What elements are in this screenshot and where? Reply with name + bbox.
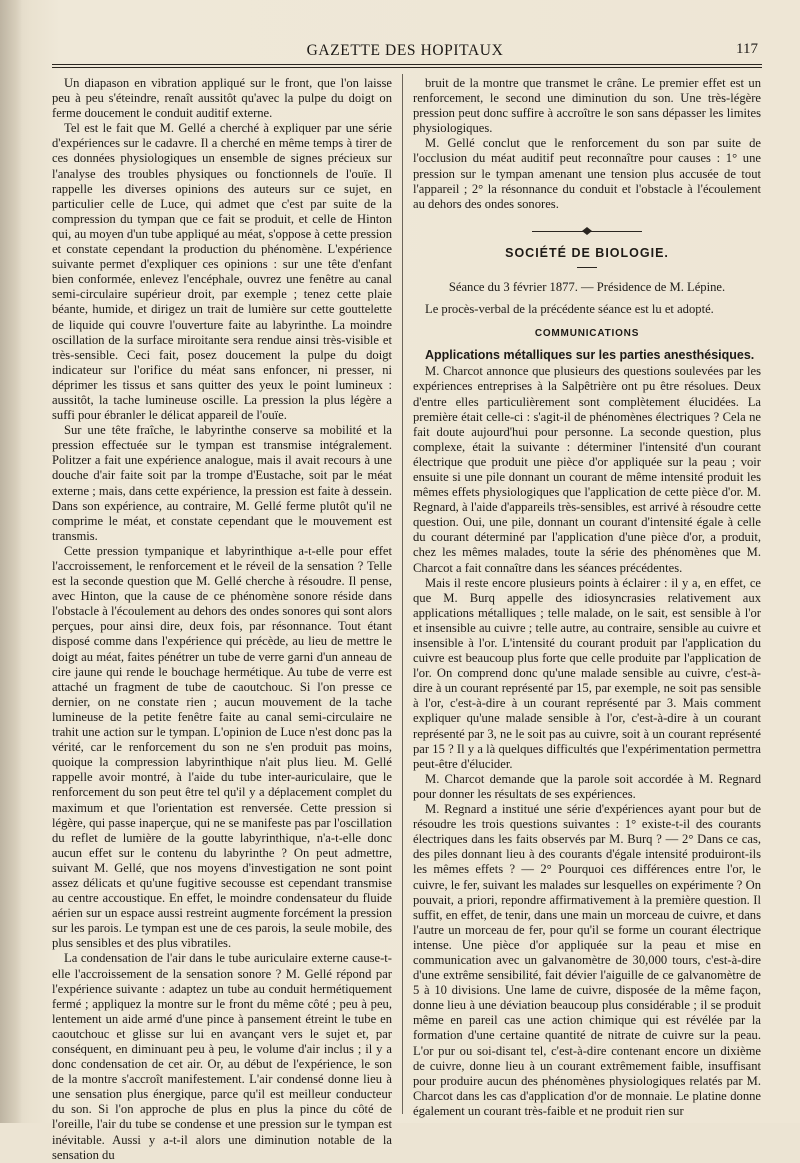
column-divider [402, 74, 403, 1114]
paragraph: Un diapason en vibration appliqué sur le front, que l'on laisse peu à peu s'éteindre, renaît aussitôt qu'avec la pulpe du doigt on ferme doucement le conduit auditif externe. [52, 76, 392, 121]
paragraph: M. Charcot annonce que plusieurs des questions soulevées par les expériences entreprises à la Salpêtrière ont pu être résolues. Deux d'entre elles particulièrement sont complètement élucidées. La première était celle-ci : s'agit-il de phénomènes électriques ? Cela ne fait doute aujourd'hui pour personne. La seconde question, plus complexe, était la suivante : déterminer l'intensité d'un courant électrique que produit une pièce d'or appliquée sur la peau ; voir ensuite si une pile donnant un courant de même intensité produit les mêmes effets physiologiques que l'application de cette pièce d'or. M. Regnard, à l'aide d'appareils très-sensibles, est arrivé à résoudre cette question. Oui, une pile, donnant un courant d'intensité égale à celle du courant déterminé par l'application d'une pièce d'or, a produit, chez les mêmes malades, toute la série des phénomènes que M. Charcot a fait connaître dans les séances précédentes. [413, 364, 761, 575]
section-title: SOCIÉTÉ DE BIOLOGIE. [505, 245, 669, 260]
paragraph: M. Gellé conclut que le renforcement du son par suite de l'occlusion du méat auditif peut reconnaître pour causes : 1° une pression sur le tympan amenant une tension plus accusée de tout l'appareil ; 2° la résonnance du conduit et l'obstacle à l'écoulement au dehors des ondes sonores. [413, 136, 761, 211]
header-rule-thin [52, 67, 762, 68]
right-column [413, 76, 761, 1119]
header-rule-thick [52, 64, 762, 65]
article-title: Applications métalliques sur les parties anesthésiques. [425, 348, 755, 363]
title-rule [577, 267, 597, 268]
paragraph: M. Charcot demande que la parole soit accordée à M. Regnard pour donner les résultats de ses expériences. [413, 771, 761, 801]
left-column [52, 76, 392, 1163]
journal-title: GAZETTE DES HOPITAUX [306, 42, 504, 59]
seance-line: Séance du 3 février 1877. — Présidence de M. Lépine. [448, 279, 726, 294]
proces-verbal: Le procès-verbal de la précédente séance est lu et adopté. [425, 302, 714, 317]
paragraph: La condensation de l'air dans le tube auriculaire externe cause-t-elle l'accroissement de la sensation sonore ? M. Gellé répond par l'expérience suivante : adaptez un tube au conduit hermétiquement fermé ; appliquez la montre sur le front du même côté ; peu à peu, lentement un aide armé d'une pince à pansement étreint le tube en caoutchouc et glisse sur lui en avançant vers le sujet et, par conséquent, en diminuant peu à peu, le volume d'air inclus ; il y a donc condensation de cet air. Or, au début de l'expérience, le son de la montre s'accroît manifestement. L'air condensé donne lieu à une sensation plus énergique, parce qu'il est meilleur conducteur du son. Si l'on approche de plus en plus la pince du côté de l'oreille, l'air du tube se condense et une pression sur le tympan est inévitable. Aussi y a-t-il alors une diminution notable de la sensation du [52, 951, 392, 1162]
running-header [50, 40, 760, 66]
paragraph: M. Regnard a institué une série d'expériences ayant pour but de résoudre les trois questions suivantes : 1° existe-t-il des courants électriques dans les faits observés par M. Burq ? — 2° Dans ce cas, des piles donnant lieu à des courants d'égale intensité produiront-ils les mêmes effets ? — 2° Pourquoi ces différences entre l'or, le cuivre, le fer, suivant les malades sur lesquelles on expérimente ? On pouvait, a priori, repondre affirmativement à la première question. Il suffit, en effet, de tenir, dans une main un morceau de cuivre, et dans l'autre un morceau de fer, pour qu'il se forme un courant électrique intense. Une pièce d'or appliquée sur la peau et mise en communication avec un galvanomètre de 30,000 tours, c'est-à-dire d'une extrême sensibilité, fait dévier l'aiguille de ce galvanomètre de 5 à 10 divisions. Une lame de cuivre, disposée de la même façon, donne lieu à une déviation beaucoup plus considérable ; il se produit même en pareil cas une action chimique qui est révélée par la formation d'une certaine quantité de nitrate de cuivre sur la peau. L'or pur ou soi-disant tel, c'est-à-dire contenant encore un dixième de cuivre, donne lieu à un courant extrêmement faible, insuffisant pour produire aucun des phénomènes physiologiques relatés par M. Charcot dans les cas d'application d'or de monnaie. Le platine donne également un courant très-faible et ne produit rien sur [413, 802, 761, 1118]
paragraph: Tel est le fait que M. Gellé a cherché à expliquer par une série d'expériences sur le cadavre. Il a cherché en même temps à tirer de ces données physiologiques un ensemble de signes précieux sur l'analyse des troubles physiques ou fonctionnels de l'ouïe. Il rappelle les diverses opinions des auteurs sur ce sujet, en particulier celle de Luce, qui admet que c'est par suite de la compression du tympan que ce fait se produit, et celle de Hinton qui, au moyen d'un tube appliqué au méat, s'oppose à cette pression et constate cependant la production du phénomène. L'expérience suivante permet d'expliquer ces opinions : sur une tête d'enfant bien conformée, enlevez l'encéphale, ouvrez une fenêtre au canal semi-circulaire supérieur droit, par exemple ; tenez cette plaie béante, humide, et dirigez un trait de lumière sur cette gouttelette de liquide qui couvre l'ouverture faite au labyrinthe. La moindre oscillation de la surface miroitante sera rendue ainsi très-visible et très-sensible. Ceci fait, posez doucement la pulpe du doigt indicateur sur l'orifice du méat sans enfoncer, ni presser, ni déprimer les tissus et sans quitter des yeux le point lumineux : aussitôt, la tache lumineuse oscille. La pression la plus légère a suffi pour ébranler le délicat appareil de l'ouïe. [52, 121, 392, 423]
page-number: 117 [736, 41, 758, 57]
paragraph: Cette pression tympanique et labyrinthique a-t-elle pour effet l'accroissement, le renforcement et le réveil de la sensation ? Telle est la seconde question que M. Gellé cherche à résoudre. Il pense, avec Hinton, que la cause de ce phénomène sonore réside dans l'obstacle à l'écoulement au dehors des ondes sonores qui sont alors perçues, pour ainsi dire, deux fois, par résonnance. Tout étant disposé comme dans l'expérience qui précède, au lieu de mettre le doigt au méat, faites pénétrer un tube de verre garni d'un anneau de cire jaune qui rende le bouchage hermétique. Au tube de verre est attaché un fragment de tube de caoutchouc. Si l'on presse ce dernier, on ne constate rien ; aucun mouvement de la tache lumineuse de la petite fenêtre faite au canal semi-circulaire ne trahit une action sur le tympan. L'opinion de Luce n'est donc pas la vérité, car le renforcement du son ne s'en produit pas moins, quoique la compression labyrinthique n'ait plus lieu. M. Gellé rappelle avoir montré, à l'aide du tube inter-auriculaire, que le renforcement du son peut être tel qu'il y a déplacement complet du maximum et que l'orientation est renversée. Cette pression si légère, qui passe inaperçue, qui ne se manifeste pas par l'oscillation du reflet de lumière de la goutte labyrinthique, n'a-t-elle donc aucun effet sur le contenu du labyrinthe ? On peut admettre, suivant M. Gellé, que nos moyens d'investigation ne sont point assez délicats et qu'une fugitive secousse est cependant transmise au centre accoustique. En effet, le moindre condensateur du fluide aérien sur un espace aussi restreint augmente forcément la pression sur les parois. Le tympan est une de ces parois, la seule mobile, des plus sensibles et des plus vibratiles. [52, 543, 392, 951]
paragraph: Sur une tête fraîche, le labyrinthe conserve sa mobilité et la pression effectuée sur le tympan est transmise intégralement. Politzer a fait une expérience analogue, mais il avait recours à une douche d'air faite soit par la trompe d'Eustache, soit par le méat externe ; mais, dans cette expérience, la pression est faite à dessein. Dans son expérience, au contraire, M. Gellé ferme plutôt qu'il ne comprime le méat, et constate cependant que le mouvement est transmis. [52, 423, 392, 543]
diamond-ornament-icon [582, 227, 592, 235]
paragraph: bruit de la montre que transmet le crâne. Le premier effet est un renforcement, le second une diminution du son. Une très-légère pression peut donc suffire à accroître le son sans dépasser les limites physiologiques. [413, 76, 761, 136]
paragraph: Mais il reste encore plusieurs points à éclairer : il y a, en effet, ce que M. Burq appelle des idiosyncrasies relativement aux applications métalliques ; telle malade, on le sait, est sensible à l'or et insensible au cuivre ; telle autre, au contraire, sensible au cuivre et insensible à l'or. L'intensité du courant produit par l'application du cuivre est beaucoup plus forte que celle produite par l'application de l'or. On comprend donc qu'une malade sensible au cuivre, c'est-à-dire à un courant représenté par 15, par exemple, ne soit pas sensible à l'or, c'est-à-dire à un courant représenté par 3. Mais comment expliquer qu'une malade sensible à l'or, c'est-à-dire à un courant représenté par 3, ne le soit pas au cuivre, soit à un courant représenté par 15 ? Il y a là quelques difficultés que l'expérimentation permettra peut-être d'élucider. [413, 575, 761, 771]
section-separator [532, 226, 642, 236]
binding-gutter [0, 0, 22, 1123]
communications-heading: COMMUNICATIONS [534, 328, 640, 340]
